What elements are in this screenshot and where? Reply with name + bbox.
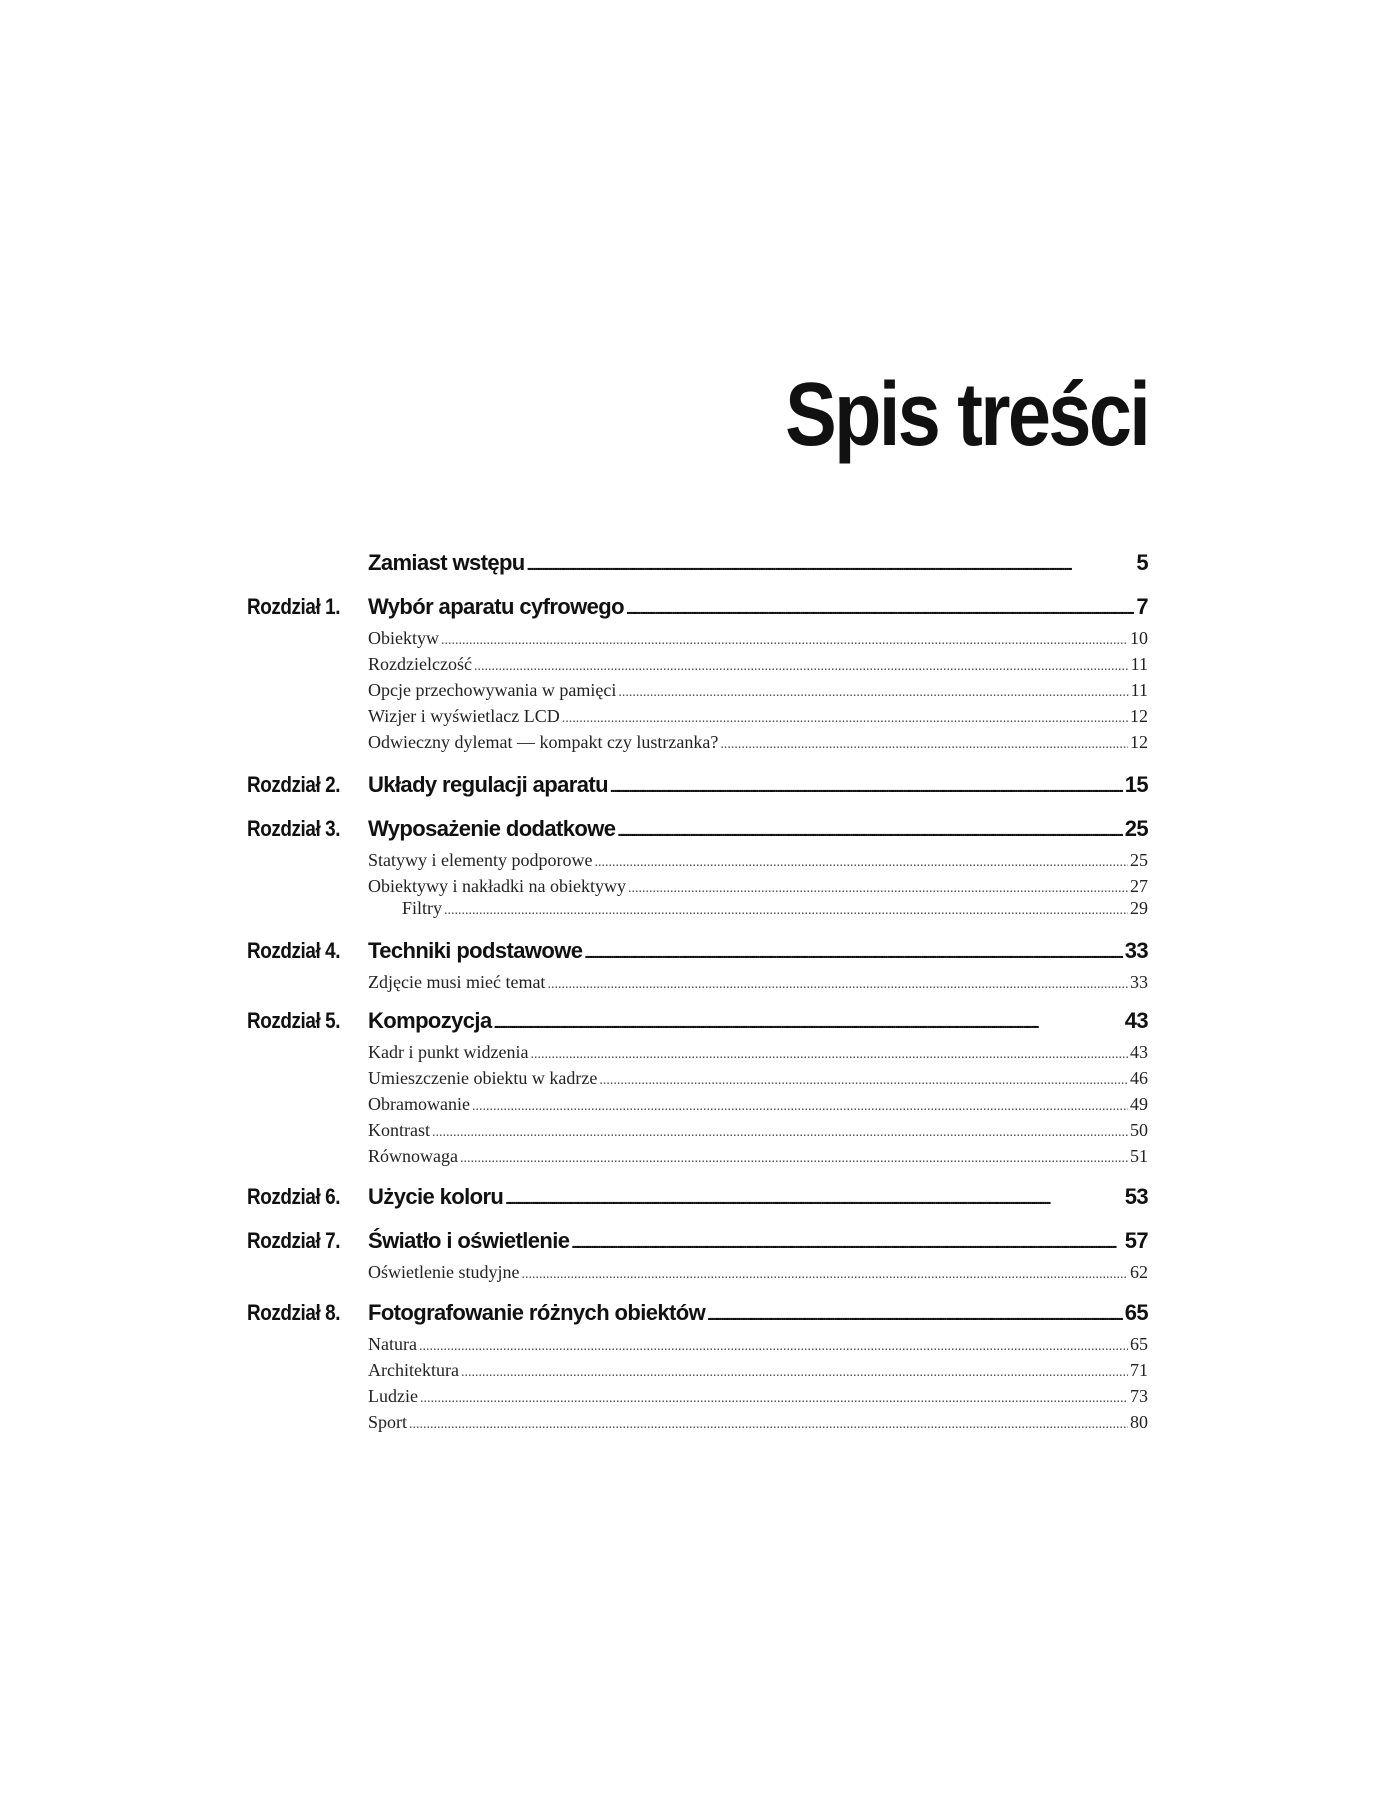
toc-entry-title: Światło i oświetlenie [368, 1228, 570, 1253]
toc-entry-page: 7 [1136, 594, 1148, 619]
toc-entry-title: Opcje przechowywania w pamięci [368, 680, 617, 700]
toc-entry-page: 11 [1130, 680, 1148, 700]
dot-leader [409, 1417, 1128, 1433]
dot-leader [530, 1047, 1128, 1063]
dot-leader [617, 823, 1122, 839]
dot-leader [547, 977, 1128, 993]
toc-entry-title: Fotografowanie różnych obiektów [368, 1300, 706, 1325]
chapter-5-label: Rozdział 5. [247, 1008, 341, 1033]
dot-leader [461, 1365, 1128, 1381]
toc-entry-title: Sport [368, 1412, 408, 1432]
dot-leader [594, 855, 1128, 871]
section-entry[interactable] [368, 732, 1148, 753]
toc-entry-title: Oświetlenie studyjne [368, 1262, 520, 1282]
toc-entry-page: 50 [1130, 1120, 1148, 1140]
toc-entry-title: Wybór aparatu cyfrowego [368, 594, 624, 619]
toc-entry-title: Rozdzielczość [368, 654, 472, 674]
section-entry[interactable] [368, 680, 1148, 701]
chapter-1-entry[interactable] [368, 594, 1148, 620]
chapter-8-entry[interactable] [368, 1300, 1148, 1326]
toc-entry-title: Obiektyw [368, 628, 439, 648]
toc-entry-page: 25 [1124, 816, 1148, 841]
toc-entry-title: Równowaga [368, 1146, 458, 1166]
dot-leader [628, 881, 1128, 897]
toc-entry-title: Ludzie [368, 1386, 418, 1406]
toc-entry-page: 49 [1130, 1094, 1148, 1114]
dot-leader [472, 1099, 1128, 1115]
dot-leader [626, 601, 1134, 617]
section-entry[interactable] [368, 1386, 1148, 1407]
dot-leader [444, 903, 1128, 919]
toc-intro-entry[interactable] [368, 550, 1148, 576]
dot-leader [505, 1191, 1122, 1207]
chapter-4-entry[interactable] [368, 938, 1148, 964]
chapter-3-label: Rozdział 3. [247, 816, 341, 841]
toc-entry-title: Obiektywy i nakładki na obiektywy [368, 876, 626, 896]
toc-entry-title: Architektura [368, 1360, 459, 1380]
toc-entry-page: 33 [1124, 938, 1148, 963]
chapter-4-label: Rozdział 4. [247, 938, 341, 963]
section-entry[interactable] [368, 1412, 1148, 1433]
toc-entry-title: Filtry [402, 898, 443, 918]
dot-leader [420, 1391, 1128, 1407]
toc-entry-page: 51 [1130, 1146, 1148, 1166]
toc-entry-title: Wyposażenie dodatkowe [368, 816, 616, 841]
toc-entry-title: Natura [368, 1334, 417, 1354]
dot-leader [441, 633, 1128, 649]
section-entry[interactable] [368, 1042, 1148, 1063]
chapter-5-entry[interactable] [368, 1008, 1148, 1034]
dot-leader [527, 557, 1135, 573]
toc-entry-page: 43 [1130, 1042, 1148, 1062]
toc-entry-page: 46 [1130, 1068, 1148, 1088]
subsection-entry[interactable] [402, 898, 1148, 919]
chapter-6-entry[interactable] [368, 1184, 1148, 1210]
toc-entry-title: Kompozycja [368, 1008, 492, 1033]
toc-entry-title: Wizjer i wyświetlacz LCD [368, 706, 560, 726]
dot-leader [599, 1073, 1128, 1089]
section-entry[interactable] [368, 876, 1148, 897]
toc-entry-title: Użycie koloru [368, 1184, 504, 1209]
dot-leader [584, 945, 1122, 961]
toc-entry-page: 27 [1130, 876, 1148, 896]
toc-entry-title: Umieszczenie obiektu w kadrze [368, 1068, 598, 1088]
section-entry[interactable] [368, 1334, 1148, 1355]
section-entry[interactable] [368, 1094, 1148, 1115]
dot-leader [720, 737, 1128, 753]
toc-entry-page: 43 [1124, 1008, 1148, 1033]
toc-entry-page: 12 [1130, 706, 1148, 726]
toc-entry-title: Kadr i punkt widzenia [368, 1042, 529, 1062]
toc-entry-page: 71 [1130, 1360, 1148, 1380]
toc-entry-page: 12 [1130, 732, 1148, 752]
dot-leader [618, 685, 1128, 701]
chapter-8-label: Rozdział 8. [247, 1300, 341, 1325]
toc-entry-page: 80 [1130, 1412, 1148, 1432]
chapter-7-entry[interactable] [368, 1228, 1148, 1254]
toc-entry-page: 10 [1130, 628, 1148, 648]
section-entry[interactable] [368, 706, 1148, 727]
dot-leader [460, 1151, 1128, 1167]
toc-entry-title: Obramowanie [368, 1094, 470, 1114]
dot-leader [562, 711, 1128, 727]
section-entry[interactable] [368, 628, 1148, 649]
dot-leader [521, 1267, 1128, 1283]
toc-entry-page: 62 [1130, 1262, 1148, 1282]
section-entry[interactable] [368, 1262, 1148, 1283]
toc-entry-title: Statywy i elementy podporowe [368, 850, 593, 870]
chapter-1-label: Rozdział 1. [247, 594, 341, 619]
dot-leader [571, 1235, 1122, 1251]
section-entry[interactable] [368, 1360, 1148, 1381]
toc-entry-title: Układy regulacji aparatu [368, 772, 608, 797]
section-entry[interactable] [368, 850, 1148, 871]
section-entry[interactable] [368, 1120, 1148, 1141]
dot-leader [610, 779, 1123, 795]
dot-leader [707, 1307, 1123, 1323]
toc-entry-title: Kontrast [368, 1120, 430, 1140]
toc-entry-page: 65 [1130, 1334, 1148, 1354]
dot-leader [419, 1339, 1128, 1355]
toc-entry-title: Odwieczny dylemat — kompakt czy lustrzanka? [368, 732, 719, 752]
toc-entry-page: 29 [1130, 898, 1148, 918]
toc-entry-page: 11 [1130, 654, 1148, 674]
toc-entry-page: 33 [1130, 972, 1148, 992]
dot-leader [432, 1125, 1128, 1141]
toc-entry-page: 73 [1130, 1386, 1148, 1406]
section-entry[interactable] [368, 654, 1148, 675]
dot-leader [494, 1015, 1123, 1031]
toc-entry-page: 57 [1124, 1228, 1148, 1253]
toc-entry-page: 53 [1124, 1184, 1148, 1209]
toc-entry-page: 25 [1130, 850, 1148, 870]
chapter-2-label: Rozdział 2. [247, 772, 341, 797]
toc-entry-page: 65 [1124, 1300, 1148, 1325]
section-entry[interactable] [368, 1068, 1148, 1089]
section-entry[interactable] [368, 972, 1148, 993]
chapter-6-label: Rozdział 6. [247, 1184, 341, 1209]
toc-entry-page: 15 [1124, 772, 1148, 797]
chapter-2-entry[interactable] [368, 772, 1148, 798]
dot-leader [474, 659, 1129, 675]
toc-entry-title: Techniki podstawowe [368, 938, 583, 963]
chapter-7-label: Rozdział 7. [247, 1228, 341, 1253]
toc-entry-page: 5 [1136, 550, 1148, 575]
chapter-3-entry[interactable] [368, 816, 1148, 842]
toc-entry-title: Zdjęcie musi mieć temat [368, 972, 546, 992]
section-entry[interactable] [368, 1146, 1148, 1167]
toc-entry-title: Zamiast wstępu [368, 550, 525, 575]
page-title: Spis treści [784, 365, 1148, 465]
